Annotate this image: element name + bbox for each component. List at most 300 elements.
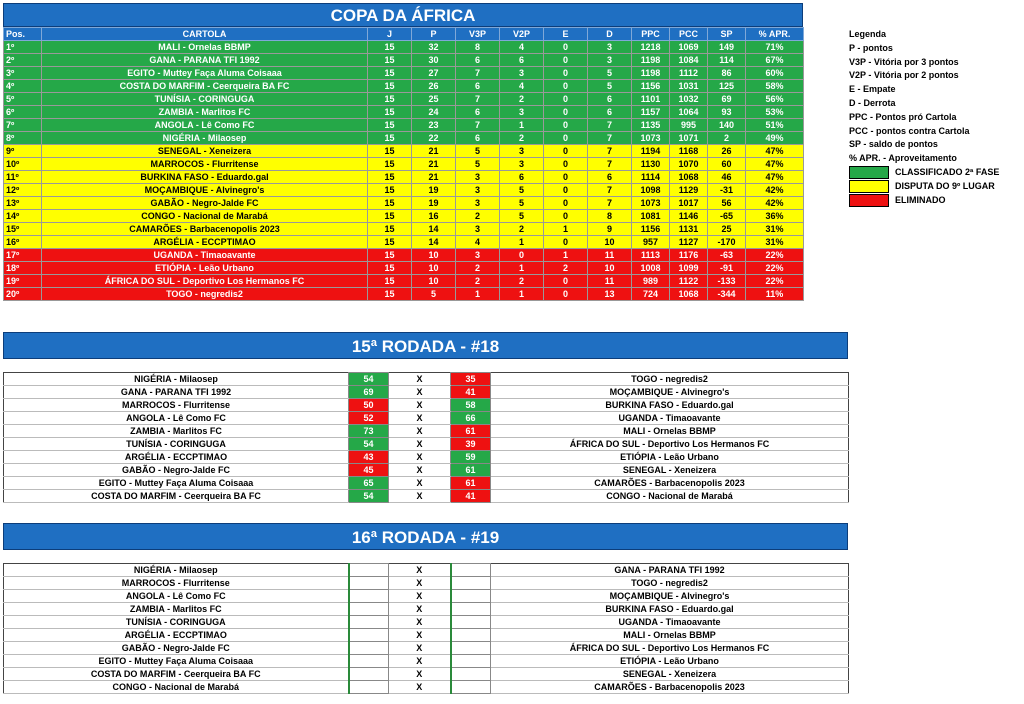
versus: X — [389, 590, 451, 603]
cell-j: 15 — [368, 288, 412, 301]
versus: X — [389, 577, 451, 590]
cell-apr: 49% — [746, 132, 804, 145]
legend-swatch-label: DISPUTA DO 9º LUGAR — [895, 181, 995, 192]
cell-v3p: 2 — [456, 262, 500, 275]
home-score: 65 — [349, 477, 389, 490]
cell-apr: 53% — [746, 106, 804, 119]
round-15-matches — [3, 372, 849, 503]
away-score — [451, 642, 491, 655]
versus: X — [389, 629, 451, 642]
versus: X — [389, 373, 451, 386]
home-team: ZAMBIA - Marlitos FC — [4, 425, 349, 438]
home-score: 50 — [349, 399, 389, 412]
cell-e: 1 — [544, 223, 588, 236]
cell-v3p: 4 — [456, 236, 500, 249]
cell-p: 21 — [412, 171, 456, 184]
cell-cartola: ETIÓPIA - Leão Urbano — [42, 262, 368, 275]
cell-v3p: 6 — [456, 54, 500, 67]
cell-cartola: COSTA DO MARFIM - Ceerqueira BA FC — [42, 80, 368, 93]
header-d: D — [588, 28, 632, 41]
versus: X — [389, 477, 451, 490]
standings-row — [4, 54, 804, 67]
cell-d: 6 — [588, 106, 632, 119]
cell-ppc: 1073 — [632, 132, 670, 145]
cell-pos: 18º — [4, 262, 42, 275]
cell-ppc: 957 — [632, 236, 670, 249]
cell-ppc: 1198 — [632, 67, 670, 80]
round-15-title: 15ª RODADA - #18 — [3, 332, 848, 359]
cell-d: 7 — [588, 145, 632, 158]
away-score: 39 — [451, 438, 491, 451]
cell-p: 30 — [412, 54, 456, 67]
cell-v3p: 3 — [456, 171, 500, 184]
away-score — [451, 603, 491, 616]
home-score — [349, 564, 389, 577]
home-score: 54 — [349, 490, 389, 503]
cell-apr: 67% — [746, 54, 804, 67]
standings-row — [4, 41, 804, 54]
cell-d: 3 — [588, 41, 632, 54]
cell-cartola: ARGÉLIA - ECCPTIMAO — [42, 236, 368, 249]
cell-j: 15 — [368, 80, 412, 93]
cell-d: 7 — [588, 119, 632, 132]
home-score: 54 — [349, 438, 389, 451]
home-team: MARROCOS - Flurritense — [4, 399, 349, 412]
away-score: 41 — [451, 490, 491, 503]
cell-v3p: 7 — [456, 119, 500, 132]
cell-v2p: 5 — [500, 184, 544, 197]
header-cartola: CARTOLA — [42, 28, 368, 41]
away-team: SENEGAL - Xeneizera — [491, 464, 849, 477]
cell-e: 0 — [544, 119, 588, 132]
standings-row — [4, 106, 804, 119]
cell-v2p: 5 — [500, 210, 544, 223]
home-score: 45 — [349, 464, 389, 477]
cell-pos: 3º — [4, 67, 42, 80]
cell-apr: 47% — [746, 145, 804, 158]
cell-sp: 26 — [708, 145, 746, 158]
match-row — [4, 451, 849, 464]
away-team: GANA - PARANA TFI 1992 — [491, 564, 849, 577]
home-team: COSTA DO MARFIM - Ceerqueira BA FC — [4, 490, 349, 503]
cell-cartola: NIGÉRIA - Milaosep — [42, 132, 368, 145]
cell-p: 23 — [412, 119, 456, 132]
home-score — [349, 642, 389, 655]
cell-cartola: ANGOLA - Lê Como FC — [42, 119, 368, 132]
match-row — [4, 681, 849, 694]
cell-sp: -91 — [708, 262, 746, 275]
cell-d: 13 — [588, 288, 632, 301]
versus: X — [389, 451, 451, 464]
home-team: COSTA DO MARFIM - Ceerqueira BA FC — [4, 668, 349, 681]
cell-p: 14 — [412, 236, 456, 249]
versus: X — [389, 603, 451, 616]
cell-apr: 56% — [746, 93, 804, 106]
cell-p: 26 — [412, 80, 456, 93]
away-team: SENEGAL - Xeneizera — [491, 668, 849, 681]
cell-pcc: 995 — [670, 119, 708, 132]
cell-cartola: CAMARÕES - Barbacenopolis 2023 — [42, 223, 368, 236]
home-team: GABÃO - Negro-Jalde FC — [4, 642, 349, 655]
cell-ppc: 1156 — [632, 223, 670, 236]
cell-pcc: 1031 — [670, 80, 708, 93]
cell-v2p: 6 — [500, 54, 544, 67]
cell-e: 0 — [544, 93, 588, 106]
cell-sp: 69 — [708, 93, 746, 106]
cell-e: 2 — [544, 262, 588, 275]
cell-v3p: 7 — [456, 93, 500, 106]
match-row — [4, 386, 849, 399]
cell-v2p: 2 — [500, 93, 544, 106]
cell-j: 15 — [368, 132, 412, 145]
home-score — [349, 668, 389, 681]
cell-j: 15 — [368, 184, 412, 197]
standings-row — [4, 171, 804, 184]
cell-e: 0 — [544, 145, 588, 158]
cell-v3p: 8 — [456, 41, 500, 54]
cell-apr: 47% — [746, 171, 804, 184]
cell-p: 16 — [412, 210, 456, 223]
home-team: ARGÉLIA - ECCPTIMAO — [4, 451, 349, 464]
cell-cartola: GABÃO - Negro-Jalde FC — [42, 197, 368, 210]
cell-cartola: TOGO - negredis2 — [42, 288, 368, 301]
cell-sp: -65 — [708, 210, 746, 223]
cell-v3p: 6 — [456, 106, 500, 119]
cell-v2p: 2 — [500, 223, 544, 236]
cell-pos: 14º — [4, 210, 42, 223]
cell-v2p: 3 — [500, 67, 544, 80]
cell-d: 10 — [588, 236, 632, 249]
versus: X — [389, 386, 451, 399]
versus: X — [389, 681, 451, 694]
match-row — [4, 616, 849, 629]
home-score: 73 — [349, 425, 389, 438]
cell-v3p: 3 — [456, 249, 500, 262]
home-team: TUNÍSIA - CORINGUGA — [4, 616, 349, 629]
cell-e: 0 — [544, 158, 588, 171]
away-score — [451, 629, 491, 642]
match-row — [4, 464, 849, 477]
legend-item: V3P - Vitória por 3 pontos — [849, 56, 959, 67]
cell-apr: 47% — [746, 158, 804, 171]
cell-pos: 6º — [4, 106, 42, 119]
standings-table — [3, 27, 804, 301]
cell-j: 15 — [368, 106, 412, 119]
cell-ppc: 1101 — [632, 93, 670, 106]
cell-v3p: 1 — [456, 288, 500, 301]
cell-p: 32 — [412, 41, 456, 54]
home-team: GABÃO - Negro-Jalde FC — [4, 464, 349, 477]
cell-e: 0 — [544, 197, 588, 210]
cell-j: 15 — [368, 41, 412, 54]
cell-pos: 5º — [4, 93, 42, 106]
home-team: EGITO - Muttey Faça Aluma Coisaaa — [4, 477, 349, 490]
cell-d: 6 — [588, 171, 632, 184]
cell-apr: 42% — [746, 197, 804, 210]
cell-ppc: 1157 — [632, 106, 670, 119]
cell-pcc: 1122 — [670, 275, 708, 288]
versus: X — [389, 616, 451, 629]
cell-cartola: MARROCOS - Flurritense — [42, 158, 368, 171]
home-score — [349, 681, 389, 694]
cell-d: 7 — [588, 132, 632, 145]
standings-row — [4, 119, 804, 132]
cell-v2p: 3 — [500, 145, 544, 158]
away-team: BURKINA FASO - Eduardo.gal — [491, 399, 849, 412]
match-row — [4, 564, 849, 577]
cell-sp: 149 — [708, 41, 746, 54]
cell-p: 19 — [412, 184, 456, 197]
legend-item: % APR. - Aproveitamento — [849, 153, 957, 164]
cell-j: 15 — [368, 262, 412, 275]
cell-apr: 22% — [746, 275, 804, 288]
cell-d: 3 — [588, 54, 632, 67]
cell-ppc: 989 — [632, 275, 670, 288]
header-apr: % APR. — [746, 28, 804, 41]
round-16-title: 16ª RODADA - #19 — [3, 523, 848, 550]
match-row — [4, 438, 849, 451]
cell-apr: 22% — [746, 249, 804, 262]
away-score: 61 — [451, 425, 491, 438]
cell-apr: 36% — [746, 210, 804, 223]
cell-ppc: 1081 — [632, 210, 670, 223]
cell-v3p: 5 — [456, 145, 500, 158]
cell-pcc: 1099 — [670, 262, 708, 275]
cell-apr: 11% — [746, 288, 804, 301]
cell-ppc: 724 — [632, 288, 670, 301]
legend-swatch-row — [849, 180, 999, 194]
cell-sp: -63 — [708, 249, 746, 262]
cell-j: 15 — [368, 158, 412, 171]
standings-row — [4, 145, 804, 158]
cell-v3p: 5 — [456, 158, 500, 171]
legend-title: Legenda — [849, 29, 887, 39]
versus: X — [389, 668, 451, 681]
cell-j: 15 — [368, 275, 412, 288]
away-team: TOGO - negredis2 — [491, 373, 849, 386]
cell-d: 7 — [588, 184, 632, 197]
cell-j: 15 — [368, 67, 412, 80]
standings-row — [4, 288, 804, 301]
cell-cartola: MOÇAMBIQUE - Alvinegro's — [42, 184, 368, 197]
cell-pos: 9º — [4, 145, 42, 158]
cell-d: 10 — [588, 262, 632, 275]
home-team: ARGÉLIA - ECCPTIMAO — [4, 629, 349, 642]
versus: X — [389, 412, 451, 425]
cell-e: 0 — [544, 171, 588, 184]
cell-pcc: 1084 — [670, 54, 708, 67]
cell-v3p: 3 — [456, 197, 500, 210]
header-e: E — [544, 28, 588, 41]
away-team: CAMARÕES - Barbacenopolis 2023 — [491, 681, 849, 694]
match-row — [4, 412, 849, 425]
cell-ppc: 1194 — [632, 145, 670, 158]
away-team: UGANDA - Timaoavante — [491, 412, 849, 425]
cell-pos: 13º — [4, 197, 42, 210]
away-score — [451, 564, 491, 577]
home-team: ZAMBIA - Marlitos FC — [4, 603, 349, 616]
match-row — [4, 629, 849, 642]
cell-pos: 16º — [4, 236, 42, 249]
cell-v2p: 4 — [500, 80, 544, 93]
cell-apr: 42% — [746, 184, 804, 197]
cell-ppc: 1008 — [632, 262, 670, 275]
cell-apr: 60% — [746, 67, 804, 80]
cell-cartola: GANA - PARANA TFI 1992 — [42, 54, 368, 67]
legend-swatch — [849, 180, 889, 193]
cell-e: 0 — [544, 41, 588, 54]
cell-v2p: 5 — [500, 197, 544, 210]
cell-pos: 1º — [4, 41, 42, 54]
home-team: EGITO - Muttey Faça Aluma Coisaaa — [4, 655, 349, 668]
cell-d: 9 — [588, 223, 632, 236]
legend-item: V2P - Vitória por 2 pontos — [849, 70, 959, 81]
cell-sp: 25 — [708, 223, 746, 236]
cell-d: 7 — [588, 158, 632, 171]
home-team: ANGOLA - Lê Como FC — [4, 412, 349, 425]
cell-pcc: 1017 — [670, 197, 708, 210]
away-score: 66 — [451, 412, 491, 425]
legend-item: E - Empate — [849, 84, 896, 95]
cell-e: 0 — [544, 184, 588, 197]
away-team: ÁFRICA DO SUL - Deportivo Los Hermanos FC — [491, 642, 849, 655]
away-score — [451, 577, 491, 590]
cell-v3p: 6 — [456, 80, 500, 93]
cell-ppc: 1073 — [632, 197, 670, 210]
cell-j: 15 — [368, 236, 412, 249]
away-score: 41 — [451, 386, 491, 399]
cell-pos: 12º — [4, 184, 42, 197]
home-team: NIGÉRIA - Milaosep — [4, 564, 349, 577]
cell-ppc: 1114 — [632, 171, 670, 184]
home-team: TUNÍSIA - CORINGUGA — [4, 438, 349, 451]
cell-ppc: 1130 — [632, 158, 670, 171]
cell-d: 5 — [588, 80, 632, 93]
cell-sp: 2 — [708, 132, 746, 145]
cell-v2p: 1 — [500, 262, 544, 275]
legend-item: PPC - Pontos pró Cartola — [849, 111, 957, 122]
standings-row — [4, 249, 804, 262]
match-row — [4, 642, 849, 655]
cell-pcc: 1112 — [670, 67, 708, 80]
legend-item: SP - saldo de pontos — [849, 139, 938, 150]
standings-row — [4, 132, 804, 145]
cell-e: 0 — [544, 106, 588, 119]
cell-sp: 125 — [708, 80, 746, 93]
match-row — [4, 577, 849, 590]
cell-sp: 140 — [708, 119, 746, 132]
cell-cartola: MALI - Ornelas BBMP — [42, 41, 368, 54]
away-team: UGANDA - Timaoavante — [491, 616, 849, 629]
cell-sp: -31 — [708, 184, 746, 197]
home-team: NIGÉRIA - Milaosep — [4, 373, 349, 386]
header-pos: Pos. — [4, 28, 42, 41]
header-ppc: PPC — [632, 28, 670, 41]
legend-swatch — [849, 166, 889, 179]
legend-swatch-row — [849, 194, 999, 208]
cell-e: 0 — [544, 236, 588, 249]
cell-cartola: BURKINA FASO - Eduardo.gal — [42, 171, 368, 184]
cell-pcc: 1168 — [670, 145, 708, 158]
cell-sp: 114 — [708, 54, 746, 67]
cell-e: 0 — [544, 67, 588, 80]
match-row — [4, 399, 849, 412]
away-team: ÁFRICA DO SUL - Deportivo Los Hermanos FC — [491, 438, 849, 451]
cell-cartola: UGANDA - Timaoavante — [42, 249, 368, 262]
cell-p: 24 — [412, 106, 456, 119]
match-row — [4, 477, 849, 490]
cell-pos: 10º — [4, 158, 42, 171]
cell-sp: 86 — [708, 67, 746, 80]
cell-apr: 58% — [746, 80, 804, 93]
away-team: ETIÓPIA - Leão Urbano — [491, 655, 849, 668]
cell-cartola: CONGO - Nacional de Marabá — [42, 210, 368, 223]
round-16-matches — [3, 563, 849, 694]
cell-j: 15 — [368, 145, 412, 158]
cell-e: 1 — [544, 249, 588, 262]
match-row — [4, 373, 849, 386]
cell-ppc: 1156 — [632, 80, 670, 93]
match-row — [4, 668, 849, 681]
cell-pcc: 1176 — [670, 249, 708, 262]
cell-cartola: EGITO - Muttey Faça Aluma Coisaaa — [42, 67, 368, 80]
versus: X — [389, 655, 451, 668]
header-pcc: PCC — [670, 28, 708, 41]
cell-v2p: 3 — [500, 106, 544, 119]
away-team: MOÇAMBIQUE - Alvinegro's — [491, 590, 849, 603]
cell-apr: 22% — [746, 262, 804, 275]
cell-sp: 60 — [708, 158, 746, 171]
cell-p: 10 — [412, 262, 456, 275]
cell-v3p: 7 — [456, 67, 500, 80]
cell-v3p: 2 — [456, 210, 500, 223]
cell-pcc: 1032 — [670, 93, 708, 106]
legend-swatch — [849, 194, 889, 207]
cell-ppc: 1135 — [632, 119, 670, 132]
cell-pcc: 1129 — [670, 184, 708, 197]
legend-swatch-row — [849, 166, 999, 180]
legend-item: P - pontos — [849, 42, 893, 53]
cell-j: 15 — [368, 197, 412, 210]
cell-p: 27 — [412, 67, 456, 80]
cell-sp: -170 — [708, 236, 746, 249]
legend — [849, 28, 999, 208]
away-score — [451, 681, 491, 694]
standings-row — [4, 275, 804, 288]
cell-e: 0 — [544, 132, 588, 145]
header-sp: SP — [708, 28, 746, 41]
versus: X — [389, 399, 451, 412]
cell-ppc: 1113 — [632, 249, 670, 262]
cell-cartola: SENEGAL - Xeneizera — [42, 145, 368, 158]
cell-sp: 56 — [708, 197, 746, 210]
cell-pos: 8º — [4, 132, 42, 145]
cell-v2p: 2 — [500, 275, 544, 288]
home-score — [349, 577, 389, 590]
cell-pos: 19º — [4, 275, 42, 288]
cell-apr: 31% — [746, 236, 804, 249]
cell-v2p: 2 — [500, 132, 544, 145]
cell-pcc: 1131 — [670, 223, 708, 236]
page-title: COPA DA ÁFRICA — [3, 3, 803, 27]
cell-cartola: ZAMBIA - Marlitos FC — [42, 106, 368, 119]
versus: X — [389, 642, 451, 655]
versus: X — [389, 464, 451, 477]
away-team: MOÇAMBIQUE - Alvinegro's — [491, 386, 849, 399]
header-v2p: V2P — [500, 28, 544, 41]
cell-d: 5 — [588, 67, 632, 80]
standings-row — [4, 80, 804, 93]
